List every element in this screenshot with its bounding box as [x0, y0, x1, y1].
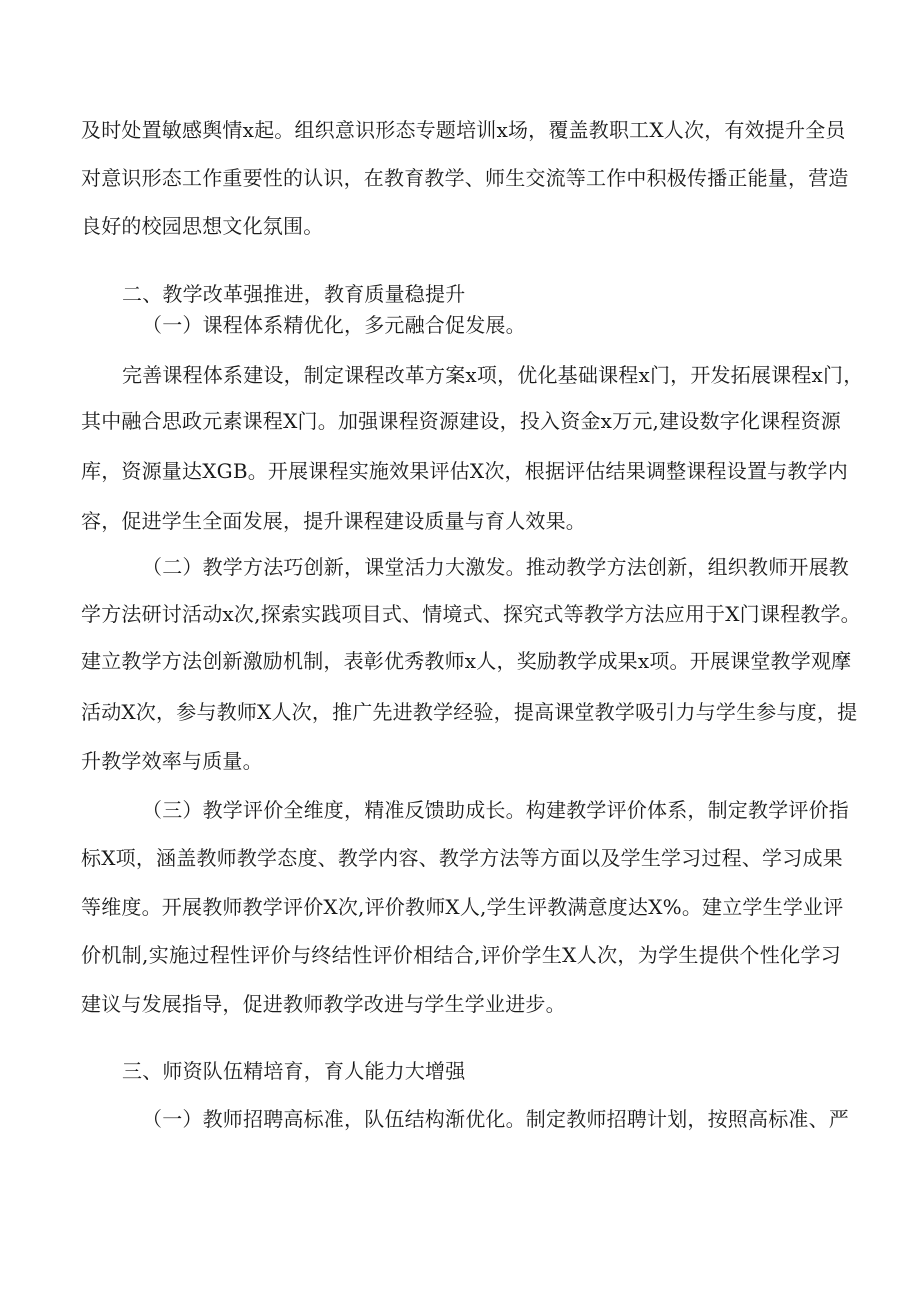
subsection-heading: （一）课程体系精优化，多元融合促发展。 — [142, 313, 526, 337]
paragraph-line: 容，促进学生全面发展，提升课程建设质量与育人效果。 — [81, 509, 586, 533]
paragraph-line: 建立教学方法创新激励机制，表彰优秀教师x人，奖励教学成果x项。开展课堂教学观摩 — [81, 649, 852, 673]
paragraph-line: 完善课程体系建设，制定课程改革方案x项，优化基础课程x门，开发拓展课程x门， — [122, 363, 864, 387]
paragraph-line: 库，资源量达XGB。开展课程实施效果评估X次，根据评估结果调整课程设置与教学内 — [81, 459, 848, 483]
paragraph-line: 价机制,实施过程性评价与终结性评价相结合,评价学生X人次，为学生提供个性化学习 — [81, 943, 841, 967]
paragraph-line: 学方法研讨活动x次,探索实践项目式、情境式、探究式等教学方法应用于X门课程教学。 — [81, 602, 861, 626]
paragraph-line: （二）教学方法巧创新，课堂活力大激发。推动教学方法创新，组织教师开展教 — [142, 555, 849, 579]
paragraph-line: （一）教师招聘高标准，队伍结构渐优化。制定教师招聘计划，按照高标准、严 — [142, 1107, 849, 1131]
section-heading: 三、师资队伍精培育，育人能力大增强 — [122, 1059, 466, 1083]
paragraph-line: 活动X次，参与教师X人次，推广先进教学经验，提高课堂教学吸引力与学生参与度，提 — [81, 700, 858, 724]
paragraph-line: 其中融合思政元素课程X门。加强课程资源建设，投入资金x万元,建设数字化课程资源 — [81, 409, 841, 433]
paragraph-line: 建议与发展指导，促进教师教学改进与学生学业进步。 — [81, 992, 566, 1016]
paragraph-line: 等维度。开展教师教学评价X次,评价教师X人,学生评教满意度达X%。建立学生学业评 — [81, 895, 844, 919]
paragraph-line: （三）教学评价全维度，精准反馈助成长。构建教学评价体系，制定教学评价指 — [142, 798, 849, 822]
paragraph-line: 标X项，涵盖教师教学态度、教学内容、教学方法等方面以及学生学习过程、学习成果 — [81, 846, 843, 870]
paragraph-line: 升教学效率与质量。 — [81, 749, 263, 773]
paragraph-line: 对意识形态工作重要性的认识，在教育教学、师生交流等工作中积极传播正能量，营造 — [81, 166, 849, 190]
paragraph-line: 及时处置敏感舆情x起。组织意识形态专题培训x场，覆盖教职工X人次，有效提升全员 — [81, 118, 846, 142]
paragraph-line: 良好的校园思想文化氛围。 — [81, 214, 324, 238]
section-heading: 二、教学改革强推进，教育质量稳提升 — [122, 282, 466, 306]
